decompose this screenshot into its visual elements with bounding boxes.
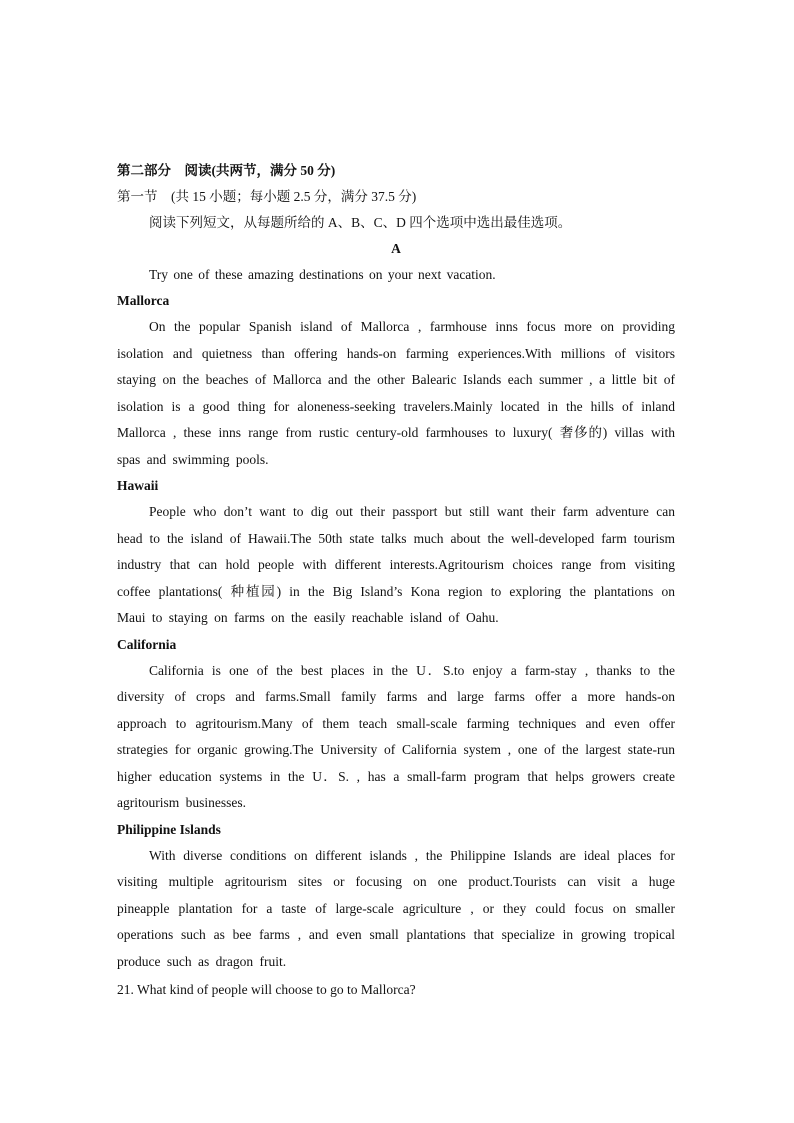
section-heading-mallorca: Mallorca — [117, 293, 170, 308]
section-text-philippine-islands: With diverse conditions on different islands , the Philippine Islands are ideal places for visiting multiple agritourism sites or focusing on one product.Tourists can visit a huge pineapple plantation for a taste of large-scale agriculture , or they could focus on smaller operations such as bee farms , and even small plantations that specialize in growing tropical produce such as dragon fruit. — [117, 847, 675, 969]
passage-label: A — [391, 241, 401, 256]
section-heading-california: California — [117, 636, 177, 652]
passage-intro: Try one of these amazing destinations on your next vacation. — [149, 267, 496, 282]
section-heading-hawaii: Hawaii — [117, 478, 159, 493]
section-text-hawaii: People who don’t want to dig out their passport but still want their farm adventure can head to the island of Hawaii.The 50th state talks much about the well-developed farm tourism industry that can hold people with different interests.Agritourism choices range from visiting coffee plantations( 种植园) in the Big Island’s Kona region to exploring the plantations on Maui to staying on farms on the easily reachable island of Oahu. — [117, 504, 675, 625]
question-number: 21. — [117, 982, 134, 997]
exam-page — [117, 158, 675, 1003]
section-text-mallorca: On the popular Spanish island of Mallorca , farmhouse inns focus more on providing isolation and quietness than offering hands-on farming experiences.With millions of visitors staying on the beaches of Mallorca and the other Balearic Islands each summer , a little bit of isolation is a good thing for aloneness-seeking travelers.Mainly located in the hills of inland Mallorca , these inns range from rustic century-old farmhouses to luxury( 奢侈的) villas with spas and swimming pools. — [117, 319, 675, 467]
section-text-california: California is one of the best places in the U．S.to enjoy a farm-stay , thanks to the diversity of crops and farms.Small family farms and large farms offer a more hands-on approach to agritourism.Many of them teach small-scale farming techniques and even offer strategies for organic growing.The University of California system , one of the largest state-run higher education systems in the U．S. , has a small-farm program that helps growers create agritourism businesses. — [117, 662, 675, 810]
section-title: 第一节 (共 15 小题；每小题 2.5 分，满分 37.5 分) — [117, 189, 417, 204]
question-text: What kind of people will choose to go to Mallorca? — [137, 982, 416, 997]
section-heading-philippine-islands: Philippine Islands — [117, 821, 221, 837]
instruction: 阅读下列短文，从每题所给的 A、B、C、D 四个选项中选出最佳选项。 — [149, 215, 572, 230]
question-21 — [117, 977, 675, 1003]
part-title: 第二部分 阅读(共两节，满分 50 分) — [117, 163, 336, 178]
